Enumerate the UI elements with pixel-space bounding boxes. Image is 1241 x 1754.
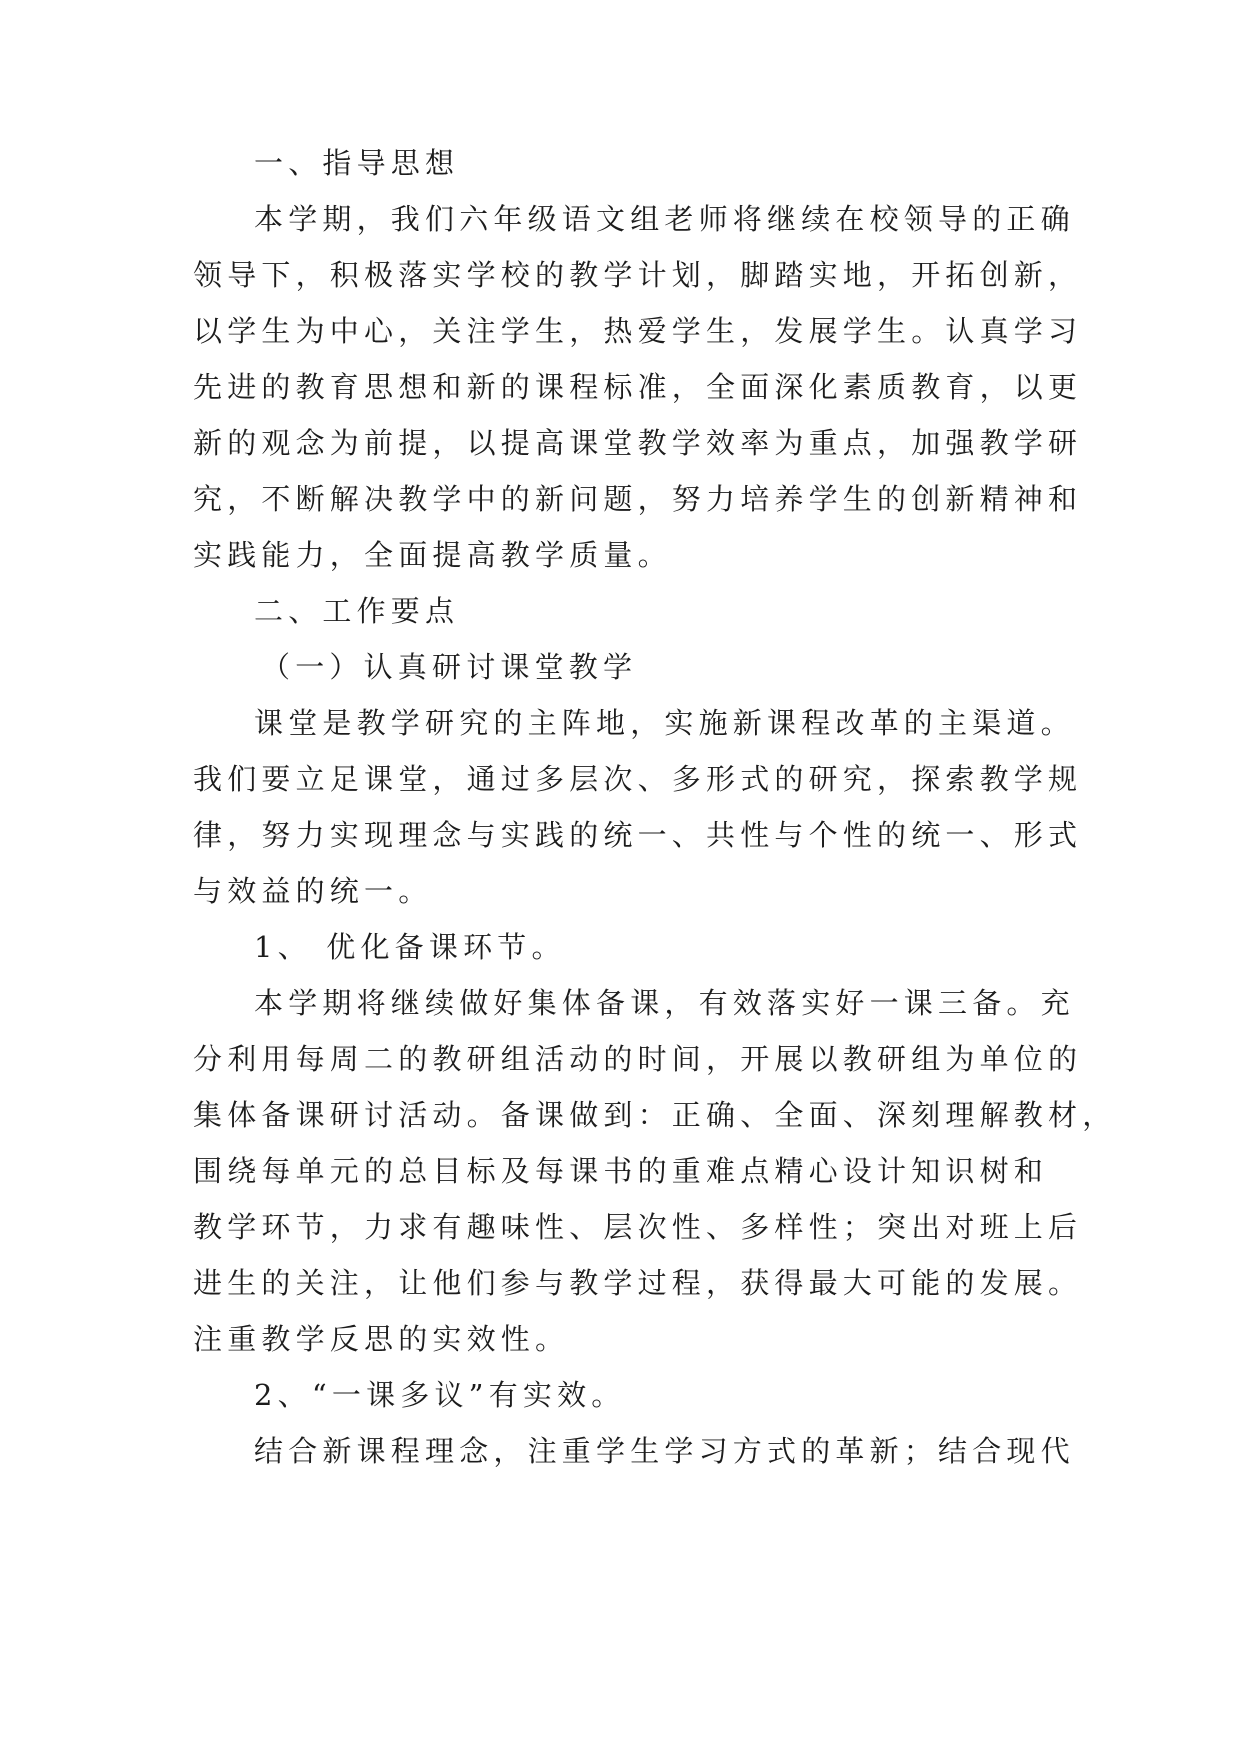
paragraph-line: 先进的教育思想和新的课程标准，全面深化素质教育，以更 [193, 370, 1083, 404]
numbered-item-heading: 1、 优化备课环节。 [254, 930, 566, 964]
paragraph-line: 与效益的统一。 [193, 874, 433, 908]
paragraph-line: 我们要立足课堂，通过多层次、多形式的研究，探索教学规 [193, 762, 1083, 796]
paragraph-line: 围绕每单元的总目标及每课书的重难点精心设计知识树和 [193, 1154, 1049, 1188]
paragraph-line: 以学生为中心，关注学生，热爱学生，发展学生。认真学习 [193, 314, 1083, 348]
paragraph-line: 本学期，我们六年级语文组老师将继续在校领导的正确 [254, 202, 1075, 236]
paragraph-line: 教学环节，力求有趣味性、层次性、多样性；突出对班上后 [193, 1210, 1083, 1244]
paragraph-line: 究，不断解决教学中的新问题，努力培养学生的创新精神和 [193, 482, 1083, 516]
paragraph-line: 分利用每周二的教研组活动的时间，开展以教研组为单位的 [193, 1042, 1083, 1076]
paragraph-line: 结合新课程理念，注重学生学习方式的革新；结合现代 [254, 1434, 1075, 1468]
paragraph-line: 领导下，积极落实学校的教学计划，脚踏实地，开拓创新， [193, 258, 1083, 292]
paragraph-line: 本学期将继续做好集体备课，有效落实好一课三备。充 [254, 986, 1075, 1020]
paragraph-line: 课堂是教学研究的主阵地，实施新课程改革的主渠道。 [254, 706, 1075, 740]
paragraph-line: 进生的关注，让他们参与教学过程，获得最大可能的发展。 [193, 1266, 1083, 1300]
section-heading-guiding-ideology: 一、指导思想 [254, 146, 460, 180]
paragraph-line: 律，努力实现理念与实践的统一、共性与个性的统一、形式 [193, 818, 1083, 852]
paragraph-line: 集体备课研讨活动。备课做到：正确、全面、深刻理解教材， [193, 1098, 1117, 1132]
paragraph-line: 注重教学反思的实效性。 [193, 1322, 570, 1356]
section-heading-work-points: 二、工作要点 [254, 594, 460, 628]
paragraph-line: 新的观念为前提，以提高课堂教学效率为重点，加强教学研 [193, 426, 1083, 460]
subsection-heading: （一）认真研讨课堂教学 [261, 650, 638, 684]
paragraph-line: 实践能力，全面提高教学质量。 [193, 538, 672, 572]
numbered-item-heading: 2、“一课多议”有实效。 [254, 1378, 626, 1412]
